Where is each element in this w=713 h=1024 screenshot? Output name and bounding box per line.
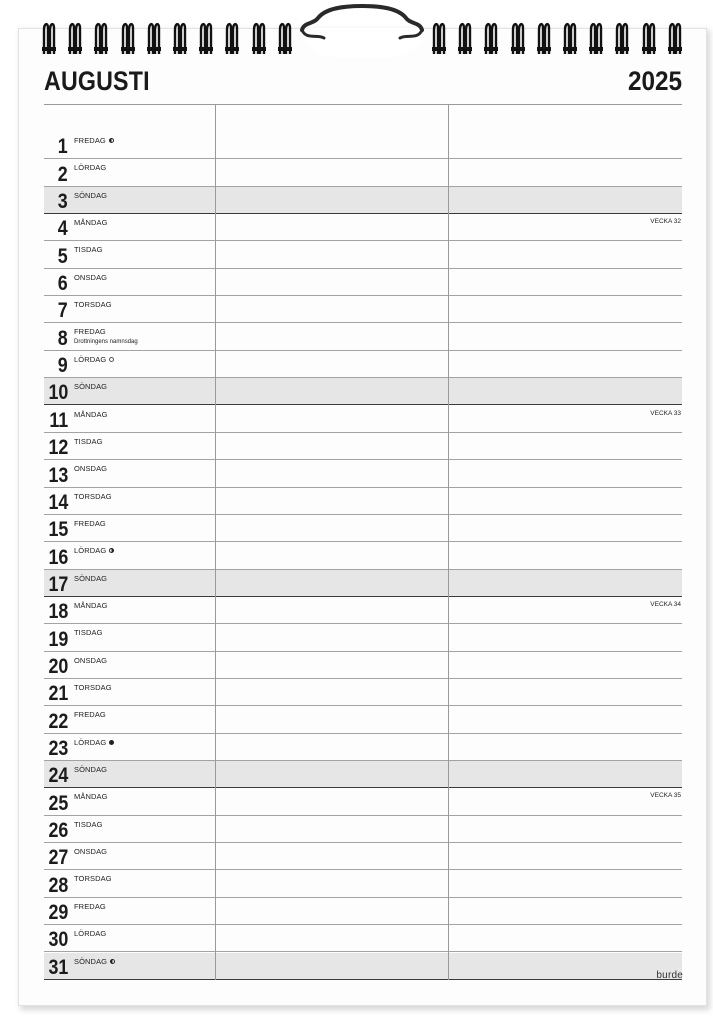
grid-top-line bbox=[44, 104, 682, 105]
wire-ring-icon bbox=[121, 20, 135, 56]
day-row[interactable] bbox=[44, 761, 682, 788]
day-name bbox=[74, 738, 114, 747]
day-name bbox=[74, 874, 112, 883]
day-number: 13 bbox=[48, 463, 68, 487]
day-row[interactable] bbox=[44, 679, 682, 706]
day-row[interactable] bbox=[44, 433, 682, 460]
day-name-label: SÖNDAG bbox=[74, 765, 108, 775]
day-name-label: LÖRDAG bbox=[74, 354, 107, 364]
day-name bbox=[74, 245, 103, 254]
day-name-label: SÖNDAG bbox=[74, 956, 108, 966]
day-name bbox=[74, 601, 108, 610]
day-name bbox=[74, 355, 114, 364]
wire-ring-icon bbox=[511, 20, 525, 56]
wire-ring-icon bbox=[563, 20, 577, 56]
day-name-label: TISDAG bbox=[74, 245, 103, 255]
day-name bbox=[74, 410, 108, 419]
day-number: 22 bbox=[48, 709, 68, 733]
wire-ring-icon bbox=[484, 20, 498, 56]
full-moon-icon bbox=[109, 357, 114, 362]
wire-ring-icon bbox=[458, 20, 472, 56]
day-name-label: MÅNDAG bbox=[74, 218, 108, 228]
day-name-label: LÖRDAG bbox=[74, 737, 107, 747]
day-row[interactable] bbox=[44, 925, 682, 952]
day-grid bbox=[44, 104, 682, 980]
wire-ring-icon bbox=[173, 20, 187, 56]
day-number: 5 bbox=[58, 244, 68, 268]
day-name bbox=[74, 136, 114, 145]
day-name-label: MÅNDAG bbox=[74, 409, 108, 419]
day-row[interactable] bbox=[44, 843, 682, 870]
day-number: 30 bbox=[48, 928, 68, 952]
hanger-icon[interactable] bbox=[296, 0, 428, 64]
day-name bbox=[74, 683, 112, 692]
day-name bbox=[74, 902, 106, 911]
day-number: 15 bbox=[48, 518, 68, 542]
day-name-label: TORSDAG bbox=[74, 300, 112, 310]
day-name bbox=[74, 273, 107, 282]
holiday-label: Drottningens namnsdag bbox=[74, 339, 138, 346]
day-row[interactable] bbox=[44, 241, 682, 268]
day-number: 25 bbox=[48, 791, 68, 815]
day-row[interactable] bbox=[44, 788, 682, 815]
day-name bbox=[74, 847, 107, 856]
day-name bbox=[74, 929, 106, 938]
day-row[interactable] bbox=[44, 214, 682, 241]
day-name bbox=[74, 820, 103, 829]
wire-ring-icon bbox=[278, 20, 292, 56]
wire-ring-icon bbox=[642, 20, 656, 56]
day-row[interactable] bbox=[44, 542, 682, 569]
day-number: 20 bbox=[48, 654, 68, 678]
day-row[interactable] bbox=[44, 624, 682, 651]
day-name bbox=[74, 656, 107, 665]
day-row[interactable] bbox=[44, 870, 682, 897]
day-name-label: TISDAG bbox=[74, 436, 103, 446]
day-row[interactable] bbox=[44, 515, 682, 542]
day-number: 1 bbox=[58, 135, 68, 159]
wire-ring-icon bbox=[199, 20, 213, 56]
day-row[interactable] bbox=[44, 406, 682, 433]
day-row[interactable] bbox=[44, 597, 682, 624]
day-name-label: MÅNDAG bbox=[74, 600, 108, 610]
column-divider bbox=[448, 104, 449, 980]
day-name-label: FREDAG bbox=[74, 136, 106, 145]
day-number: 23 bbox=[48, 737, 68, 761]
day-row[interactable] bbox=[44, 132, 682, 159]
year-title: 2025 bbox=[627, 66, 682, 96]
day-name-label: ONSDAG bbox=[74, 655, 108, 665]
week-number: VECKA 33 bbox=[650, 409, 681, 417]
day-name-label: FREDAG bbox=[74, 901, 106, 911]
month-title: AUGUSTI bbox=[44, 66, 150, 96]
last-quarter-moon-icon bbox=[109, 138, 114, 143]
day-number: 27 bbox=[48, 846, 68, 870]
day-name-label: TORSDAG bbox=[74, 683, 112, 692]
day-name bbox=[74, 300, 112, 309]
day-row[interactable] bbox=[44, 378, 682, 405]
day-number: 28 bbox=[48, 873, 68, 897]
day-name-label: ONSDAG bbox=[74, 464, 108, 474]
day-name-label: TORSDAG bbox=[74, 874, 112, 884]
day-number: 18 bbox=[48, 600, 68, 624]
day-name-label: TISDAG bbox=[74, 628, 103, 638]
day-name bbox=[74, 327, 106, 336]
week-number: VECKA 32 bbox=[650, 218, 681, 226]
day-name-label: LÖRDAG bbox=[74, 546, 107, 556]
day-row[interactable] bbox=[44, 652, 682, 679]
day-name bbox=[74, 191, 107, 200]
day-name bbox=[74, 628, 103, 637]
day-number: 29 bbox=[48, 901, 68, 925]
day-row[interactable] bbox=[44, 187, 682, 214]
wire-ring-icon bbox=[589, 20, 603, 56]
wire-ring-icon bbox=[68, 20, 82, 56]
last-quarter-moon-icon bbox=[110, 959, 115, 964]
day-name-label: FREDAG bbox=[74, 327, 106, 337]
column-divider bbox=[215, 104, 216, 980]
day-row[interactable] bbox=[44, 351, 682, 378]
day-row[interactable] bbox=[44, 734, 682, 761]
day-number: 7 bbox=[58, 299, 68, 323]
day-name-label: MÅNDAG bbox=[74, 792, 108, 802]
day-name-label: SÖNDAG bbox=[74, 573, 108, 583]
wire-binding-left bbox=[42, 20, 294, 56]
wire-binding-right bbox=[432, 20, 686, 56]
wire-ring-icon bbox=[252, 20, 266, 56]
day-number: 21 bbox=[48, 682, 68, 706]
day-number: 6 bbox=[58, 272, 68, 296]
new-moon-icon bbox=[109, 740, 114, 745]
day-row[interactable] bbox=[44, 570, 682, 597]
day-number: 26 bbox=[48, 819, 68, 843]
day-name bbox=[74, 546, 114, 555]
day-row[interactable] bbox=[44, 460, 682, 487]
day-name bbox=[74, 437, 103, 446]
day-number: 19 bbox=[48, 627, 68, 651]
day-row[interactable] bbox=[44, 159, 682, 186]
day-name bbox=[74, 710, 106, 719]
day-number: 11 bbox=[49, 408, 68, 432]
wire-ring-icon bbox=[432, 20, 446, 56]
day-name bbox=[74, 492, 112, 501]
wire-ring-icon bbox=[42, 20, 56, 56]
day-number: 12 bbox=[48, 436, 68, 460]
wire-ring-icon bbox=[615, 20, 629, 56]
day-name-label: TISDAG bbox=[74, 819, 103, 829]
day-name bbox=[74, 792, 108, 801]
day-name-label: LÖRDAG bbox=[74, 163, 107, 173]
day-number: 4 bbox=[58, 217, 68, 241]
day-number: 8 bbox=[58, 326, 68, 350]
day-number: 31 bbox=[48, 955, 68, 979]
day-row[interactable] bbox=[44, 953, 682, 980]
brand-logo: burde bbox=[656, 970, 683, 981]
day-row[interactable] bbox=[44, 898, 682, 925]
day-name-label: ONSDAG bbox=[74, 847, 108, 857]
day-name-label: FREDAG bbox=[74, 710, 106, 720]
day-name bbox=[74, 765, 107, 774]
day-row[interactable] bbox=[44, 323, 682, 350]
day-name-label: LÖRDAG bbox=[74, 929, 107, 939]
day-name bbox=[74, 957, 115, 966]
day-row[interactable] bbox=[44, 488, 682, 515]
day-row[interactable] bbox=[44, 296, 682, 323]
wire-ring-icon bbox=[668, 20, 682, 56]
day-name bbox=[74, 218, 108, 227]
day-name-label: SÖNDAG bbox=[74, 382, 108, 392]
day-number: 3 bbox=[58, 190, 68, 214]
wire-ring-icon bbox=[147, 20, 161, 56]
wire-ring-icon bbox=[225, 20, 239, 56]
day-name-label: ONSDAG bbox=[74, 272, 108, 282]
day-number: 14 bbox=[48, 490, 68, 514]
day-name-label: TORSDAG bbox=[74, 491, 112, 501]
day-name bbox=[74, 464, 107, 473]
wire-ring-icon bbox=[94, 20, 108, 56]
day-number: 2 bbox=[58, 162, 68, 186]
day-number: 17 bbox=[48, 572, 68, 596]
day-number: 16 bbox=[48, 545, 68, 569]
first-quarter-moon-icon bbox=[109, 548, 114, 553]
week-number: VECKA 34 bbox=[650, 600, 681, 608]
day-name-label: SÖNDAG bbox=[74, 190, 108, 200]
day-number: 24 bbox=[48, 764, 68, 788]
day-name bbox=[74, 163, 106, 172]
day-name-label: FREDAG bbox=[74, 518, 106, 528]
day-row[interactable] bbox=[44, 269, 682, 296]
day-row[interactable] bbox=[44, 706, 682, 733]
week-number: VECKA 35 bbox=[650, 792, 681, 800]
day-number: 10 bbox=[48, 381, 68, 405]
day-number: 9 bbox=[58, 354, 68, 378]
day-row[interactable] bbox=[44, 816, 682, 843]
day-name bbox=[74, 382, 107, 391]
day-name bbox=[74, 519, 106, 528]
day-name bbox=[74, 574, 107, 583]
wire-ring-icon bbox=[537, 20, 551, 56]
